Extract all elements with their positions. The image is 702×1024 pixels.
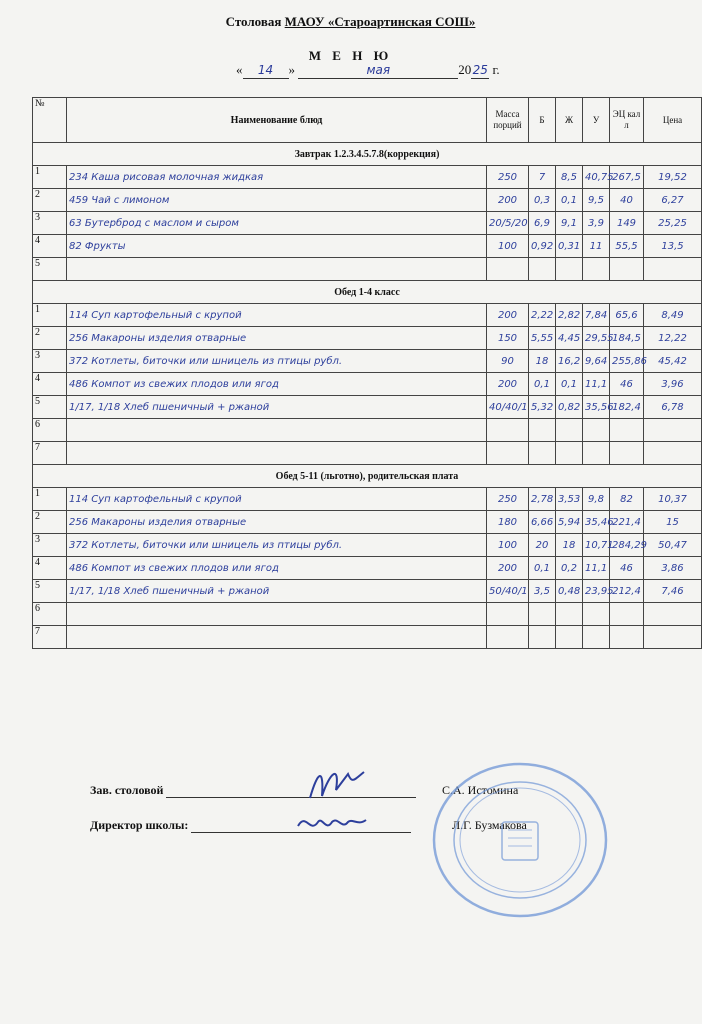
cell-zh: 0,1: [556, 189, 583, 212]
cell-b: 6,66: [529, 511, 556, 534]
col-zh: Ж: [556, 98, 583, 143]
table-row: [33, 511, 702, 534]
cell-kcal: 284,29: [610, 534, 644, 557]
cell-mass: 180: [487, 511, 529, 534]
dish-name: 459 Чай с лимоном: [67, 189, 487, 212]
table-row: [33, 419, 702, 442]
date-year-suffix: 25: [472, 63, 488, 77]
date-month: мая: [366, 63, 391, 77]
cell-price: 3,96: [644, 373, 702, 396]
director-label: Директор школы:: [90, 818, 189, 832]
director-signature-scribble: [292, 808, 372, 838]
cell-price: 50,47: [644, 534, 702, 557]
row-number: 2: [33, 511, 67, 534]
cell-price: [644, 419, 702, 442]
cell-price: 15: [644, 511, 702, 534]
cell-u: 11: [583, 235, 610, 258]
dish-name: 1/17, 1/18 Хлеб пшеничный + ржаной: [67, 396, 487, 419]
cell-kcal: 82: [610, 488, 644, 511]
cell-mass: [487, 419, 529, 442]
row-number: 4: [33, 235, 67, 258]
row-number: 5: [33, 258, 67, 281]
table-row: [33, 396, 702, 419]
cell-b: 6,9: [529, 212, 556, 235]
table-row: [33, 534, 702, 557]
cell-zh: 9,1: [556, 212, 583, 235]
row-number: 6: [33, 419, 67, 442]
cell-kcal: 182,4: [610, 396, 644, 419]
cell-price: 8,49: [644, 304, 702, 327]
row-number: 3: [33, 350, 67, 373]
cell-u: 11,1: [583, 557, 610, 580]
dish-name: [67, 626, 487, 649]
dish-name: 486 Компот из свежих плодов или ягод: [67, 373, 487, 396]
cell-zh: 0,48: [556, 580, 583, 603]
school-seal-stamp: [430, 760, 610, 920]
cell-u: 3,9: [583, 212, 610, 235]
cell-price: 25,25: [644, 212, 702, 235]
dish-name: 1/17, 1/18 Хлеб пшеничный + ржаной: [67, 580, 487, 603]
cell-zh: [556, 603, 583, 626]
section-title: Завтрак 1.2.3.4.5.7.8(коррекция): [33, 143, 702, 166]
table-row: [33, 580, 702, 603]
cell-u: 40,75: [583, 166, 610, 189]
date-suffix: г.: [492, 62, 500, 77]
cell-b: 20: [529, 534, 556, 557]
table-row: [33, 626, 702, 649]
cell-b: 3,5: [529, 580, 556, 603]
cell-mass: 50/40/1: [487, 580, 529, 603]
cell-price: 3,86: [644, 557, 702, 580]
document-header: [0, 14, 701, 30]
school-name: МАОУ «Староартинская СОШ»: [284, 14, 476, 29]
table-row: [33, 603, 702, 626]
dish-name: 256 Макароны изделия отварные: [67, 327, 487, 350]
cell-u: [583, 419, 610, 442]
cell-mass: 250: [487, 488, 529, 511]
cell-b: 7: [529, 166, 556, 189]
cell-b: 0,3: [529, 189, 556, 212]
row-number: 5: [33, 580, 67, 603]
cell-mass: [487, 442, 529, 465]
menu-title: М Е Н Ю: [308, 48, 393, 63]
row-number: 2: [33, 189, 67, 212]
cell-b: [529, 442, 556, 465]
cell-zh: 3,53: [556, 488, 583, 511]
table-row: [33, 442, 702, 465]
section-header-row: [33, 143, 702, 166]
dish-name: 372 Котлеты, биточки или шницель из птицы рубл.: [67, 350, 487, 373]
cell-mass: 200: [487, 373, 529, 396]
cell-mass: 90: [487, 350, 529, 373]
cell-mass: 250: [487, 166, 529, 189]
table-row: [33, 235, 702, 258]
cell-price: 6,27: [644, 189, 702, 212]
cell-zh: 16,2: [556, 350, 583, 373]
cell-zh: 0,31: [556, 235, 583, 258]
cell-b: [529, 626, 556, 649]
dish-name: 372 Котлеты, биточки или шницель из птицы рубл.: [67, 534, 487, 557]
cell-price: [644, 603, 702, 626]
cell-price: 13,5: [644, 235, 702, 258]
section-header-row: [33, 281, 702, 304]
cell-zh: [556, 419, 583, 442]
table-row: [33, 350, 702, 373]
cell-mass: [487, 258, 529, 281]
cell-u: 35,46: [583, 511, 610, 534]
director-name: Л.Г. Бузмакова: [452, 818, 527, 832]
row-number: 7: [33, 626, 67, 649]
cell-kcal: 55,5: [610, 235, 644, 258]
cell-zh: 0,82: [556, 396, 583, 419]
dish-name: [67, 419, 487, 442]
cell-mass: 200: [487, 304, 529, 327]
cell-mass: 40/40/1: [487, 396, 529, 419]
row-number: 1: [33, 488, 67, 511]
dish-name: [67, 442, 487, 465]
cell-zh: 8,5: [556, 166, 583, 189]
row-number: 5: [33, 396, 67, 419]
cell-mass: [487, 626, 529, 649]
cell-mass: 100: [487, 235, 529, 258]
canteen-signature-scribble: [300, 760, 370, 805]
cell-price: 19,52: [644, 166, 702, 189]
row-number: 4: [33, 373, 67, 396]
cell-zh: 0,1: [556, 373, 583, 396]
col-mass: Масса порций: [487, 98, 529, 143]
cell-kcal: 46: [610, 373, 644, 396]
dish-name: [67, 603, 487, 626]
date-quote-open: «: [236, 62, 243, 77]
cell-mass: 20/5/20: [487, 212, 529, 235]
cell-kcal: 212,4: [610, 580, 644, 603]
cell-kcal: [610, 603, 644, 626]
cell-b: 18: [529, 350, 556, 373]
section-title: Обед 1-4 класс: [33, 281, 702, 304]
cell-u: [583, 603, 610, 626]
cell-b: 2,78: [529, 488, 556, 511]
cell-u: 10,71: [583, 534, 610, 557]
cell-zh: [556, 258, 583, 281]
cell-b: [529, 258, 556, 281]
cell-price: 12,22: [644, 327, 702, 350]
col-u: У: [583, 98, 610, 143]
cell-price: [644, 258, 702, 281]
dish-name: 234 Каша рисовая молочная жидкая: [67, 166, 487, 189]
cell-kcal: [610, 258, 644, 281]
cell-kcal: [610, 442, 644, 465]
header-prefix: Столовая: [225, 14, 282, 29]
table-row: [33, 304, 702, 327]
cell-zh: 18: [556, 534, 583, 557]
cell-price: 7,46: [644, 580, 702, 603]
cell-zh: 4,45: [556, 327, 583, 350]
row-number: 1: [33, 166, 67, 189]
cell-b: 5,32: [529, 396, 556, 419]
row-number: 1: [33, 304, 67, 327]
table-row: [33, 557, 702, 580]
menu-table: [32, 97, 702, 649]
date-line: [236, 62, 500, 79]
cell-zh: 2,82: [556, 304, 583, 327]
col-kcal: ЭЦ кал л: [610, 98, 644, 143]
cell-price: 10,37: [644, 488, 702, 511]
col-price: Цена: [644, 98, 702, 143]
table-row: [33, 327, 702, 350]
cell-price: 45,42: [644, 350, 702, 373]
cell-kcal: 149: [610, 212, 644, 235]
cell-u: 23,95: [583, 580, 610, 603]
cell-mass: 150: [487, 327, 529, 350]
dish-name: 256 Макароны изделия отварные: [67, 511, 487, 534]
col-num: №: [33, 98, 67, 143]
cell-b: [529, 419, 556, 442]
cell-zh: 0,2: [556, 557, 583, 580]
cell-u: 9,5: [583, 189, 610, 212]
dish-name: 114 Суп картофельный с крупой: [67, 304, 487, 327]
table-row: [33, 166, 702, 189]
table-row: [33, 488, 702, 511]
cell-kcal: 184,5: [610, 327, 644, 350]
dish-name: 82 Фрукты: [67, 235, 487, 258]
col-name: Наименование блюд: [67, 98, 487, 143]
cell-kcal: 46: [610, 557, 644, 580]
cell-u: 9,64: [583, 350, 610, 373]
cell-u: 35,56: [583, 396, 610, 419]
cell-u: [583, 258, 610, 281]
cell-u: 11,1: [583, 373, 610, 396]
cell-zh: [556, 442, 583, 465]
table-row: [33, 258, 702, 281]
cell-b: 0,1: [529, 373, 556, 396]
row-number: 6: [33, 603, 67, 626]
canteen-name: С.А. Истомина: [442, 783, 519, 797]
cell-price: 6,78: [644, 396, 702, 419]
cell-b: 5,55: [529, 327, 556, 350]
cell-u: [583, 626, 610, 649]
cell-kcal: [610, 626, 644, 649]
dish-name: 486 Компот из свежих плодов или ягод: [67, 557, 487, 580]
cell-kcal: 65,6: [610, 304, 644, 327]
cell-u: [583, 442, 610, 465]
cell-u: 7,84: [583, 304, 610, 327]
cell-mass: [487, 603, 529, 626]
table-row: [33, 189, 702, 212]
cell-price: [644, 442, 702, 465]
row-number: 7: [33, 442, 67, 465]
cell-b: 0,1: [529, 557, 556, 580]
cell-mass: 100: [487, 534, 529, 557]
date-day: 14: [257, 63, 274, 77]
dish-name: 114 Суп картофельный с крупой: [67, 488, 487, 511]
cell-u: 29,55: [583, 327, 610, 350]
cell-price: [644, 626, 702, 649]
row-number: 3: [33, 534, 67, 557]
cell-mass: 200: [487, 189, 529, 212]
cell-b: 2,22: [529, 304, 556, 327]
cell-zh: 5,94: [556, 511, 583, 534]
cell-b: [529, 603, 556, 626]
dish-name: 63 Бутерброд с маслом и сыром: [67, 212, 487, 235]
cell-kcal: 40: [610, 189, 644, 212]
cell-kcal: [610, 419, 644, 442]
date-quote-close: »: [288, 62, 295, 77]
cell-kcal: 267,5: [610, 166, 644, 189]
date-year-prefix: 20: [458, 62, 472, 77]
col-b: Б: [529, 98, 556, 143]
canteen-label: Зав. столовой: [90, 783, 164, 797]
cell-u: 9,8: [583, 488, 610, 511]
table-row: [33, 373, 702, 396]
cell-kcal: 255,86: [610, 350, 644, 373]
section-header-row: [33, 465, 702, 488]
section-title: Обед 5-11 (льготно), родительская плата: [33, 465, 702, 488]
dish-name: [67, 258, 487, 281]
cell-mass: 200: [487, 557, 529, 580]
row-number: 3: [33, 212, 67, 235]
cell-kcal: 221,4: [610, 511, 644, 534]
table-header-row: [33, 98, 702, 143]
cell-b: 0,92: [529, 235, 556, 258]
row-number: 2: [33, 327, 67, 350]
table-row: [33, 212, 702, 235]
row-number: 4: [33, 557, 67, 580]
cell-zh: [556, 626, 583, 649]
